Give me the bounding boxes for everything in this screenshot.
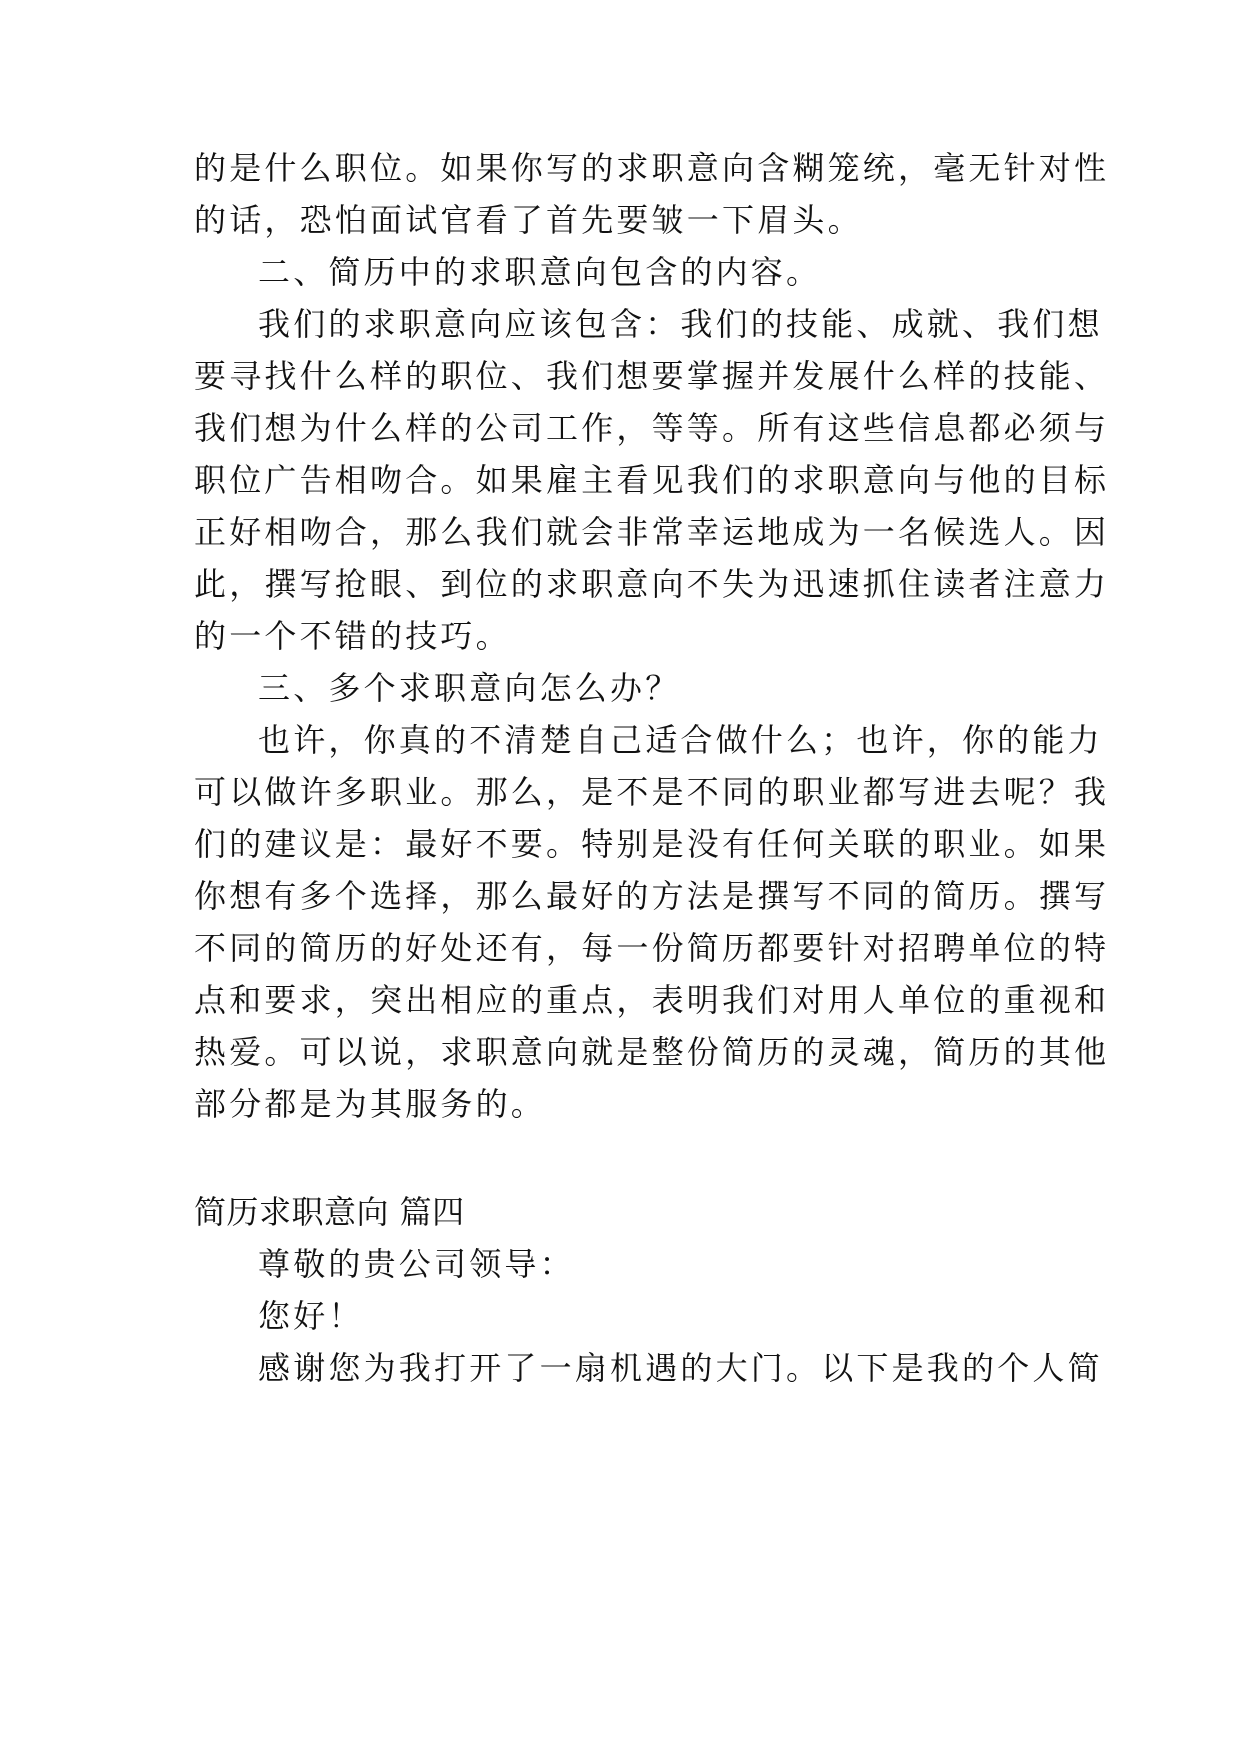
body-text-line: 也许，你真的不清楚自己适合做什么；也许，你的能力 [258, 721, 1103, 759]
body-text-line: 的话，恐怕面试官看了首先要皱一下眉头。 [194, 201, 863, 239]
body-text-line: 部分都是为其服务的。 [194, 1085, 547, 1123]
body-text-line: 的一个不错的技巧。 [194, 617, 511, 655]
body-text-line: 你想有多个选择，那么最好的方法是撰写不同的简历。撰写 [194, 877, 1110, 915]
body-text-line: 正好相吻合，那么我们就会非常幸运地成为一名候选人。因 [194, 513, 1110, 551]
letter-greeting: 您好！ [258, 1297, 364, 1335]
body-text-line: 我们的求职意向应该包含：我们的技能、成就、我们想 [258, 305, 1103, 343]
body-text-line: 们的建议是：最好不要。特别是没有任何关联的职业。如果 [194, 825, 1110, 863]
letter-salutation: 尊敬的贵公司领导： [258, 1245, 575, 1283]
body-text-line: 感谢您为我打开了一扇机遇的大门。以下是我的个人简 [258, 1349, 1103, 1387]
chapter-title: 简历求职意向 篇四 [194, 1193, 465, 1231]
section-heading: 二、简历中的求职意向包含的内容。 [258, 253, 822, 291]
body-text-line: 点和要求，突出相应的重点，表明我们对用人单位的重视和 [194, 981, 1110, 1019]
body-text-line: 职位广告相吻合。如果雇主看见我们的求职意向与他的目标 [194, 461, 1110, 499]
body-text-line: 不同的简历的好处还有，每一份简历都要针对招聘单位的特 [194, 929, 1110, 967]
body-text-line: 热爱。可以说，求职意向就是整份简历的灵魂，简历的其他 [194, 1033, 1110, 1071]
body-text-line: 此，撰写抢眼、到位的求职意向不失为迅速抓住读者注意力 [194, 565, 1110, 603]
body-text-line: 要寻找什么样的职位、我们想要掌握并发展什么样的技能、 [194, 357, 1110, 395]
body-text-line: 的是什么职位。如果你写的求职意向含糊笼统，毫无针对性 [194, 149, 1110, 187]
body-text-line: 我们想为什么样的公司工作，等等。所有这些信息都必须与 [194, 409, 1110, 447]
body-text-line: 可以做许多职业。那么，是不是不同的职业都写进去呢？我 [194, 773, 1110, 811]
section-heading: 三、多个求职意向怎么办？ [258, 669, 681, 707]
